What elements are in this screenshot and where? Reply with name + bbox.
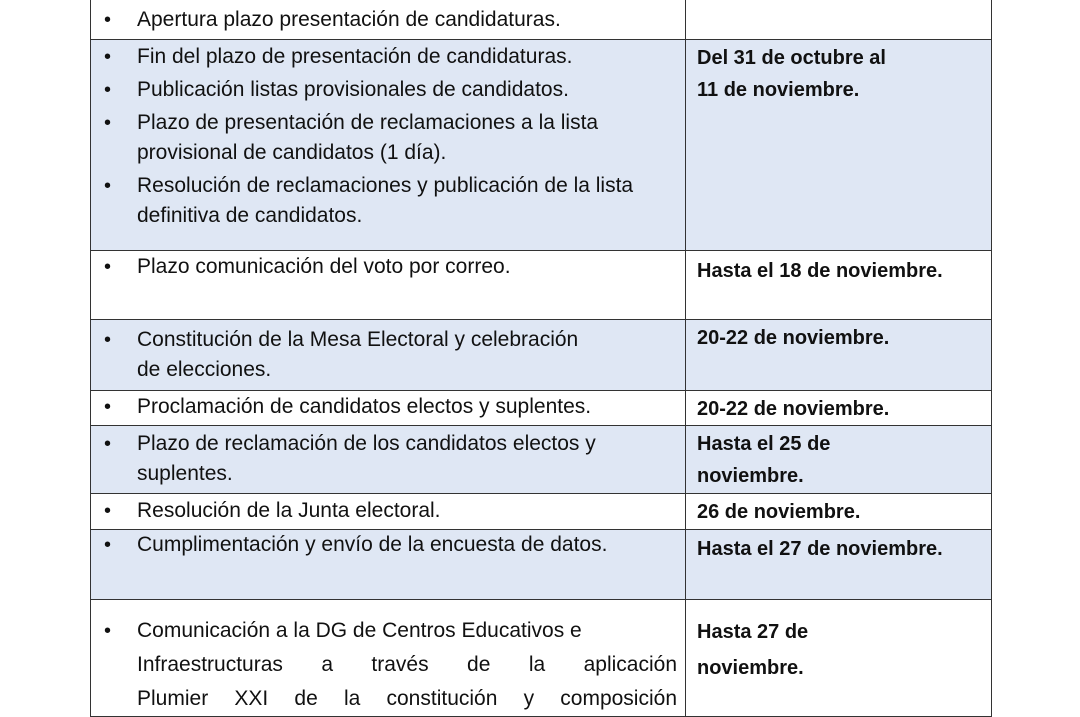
date-cell	[686, 529, 992, 599]
date-cell	[686, 319, 992, 390]
table-row	[91, 0, 992, 39]
list-item: • Plazo de presentación de reclamaciones a la lista provisional de candidatos (1 día).	[91, 108, 685, 168]
list-item: • Cumplimentación y envío de la encuesta de datos.	[91, 530, 685, 560]
table-row	[91, 39, 992, 250]
date-line: Hasta el 25 de	[697, 432, 831, 455]
date-line: 11 de noviembre.	[697, 78, 860, 101]
electoral-calendar-table	[90, 0, 992, 717]
list-item: • Fin del plazo de presentación de candidaturas.	[91, 42, 685, 72]
list-item: • Proclamación de candidatos electos y suplentes.	[91, 392, 685, 422]
date-cell	[686, 0, 992, 39]
task-cell	[91, 319, 686, 390]
task-cell	[91, 425, 686, 493]
task-line: Plumier XXI de la constitución y composición	[137, 686, 677, 710]
date-cell	[686, 250, 992, 319]
table-row	[91, 599, 992, 716]
table-row	[91, 390, 992, 425]
date-text: 26 de noviembre.	[697, 500, 861, 523]
table-row	[91, 250, 992, 319]
date-line: noviembre.	[697, 656, 804, 679]
list-item: • Publicación listas provisionales de candidatos.	[91, 75, 685, 105]
list-item: • Plazo de reclamación de los candidatos electos y suplentes.	[91, 429, 665, 489]
task-cell	[91, 493, 686, 529]
date-text	[686, 426, 991, 492]
table-row	[91, 529, 992, 599]
table-row	[91, 493, 992, 529]
date-cell	[686, 39, 992, 250]
list-item: • Constitución de la Mesa Electoral y celebración de elecciones.	[91, 325, 605, 385]
date-text: Hasta el 18 de noviembre.	[697, 259, 943, 282]
list-item: • Resolución de reclamaciones y publicación de la lista definitiva de candidatos.	[91, 171, 685, 231]
date-text	[686, 600, 991, 686]
date-text	[686, 40, 991, 106]
date-text: 20-22 de noviembre.	[697, 326, 890, 349]
task-cell	[91, 390, 686, 425]
task-cell	[91, 39, 686, 250]
date-cell	[686, 493, 992, 529]
table-row	[91, 319, 992, 390]
table-row	[91, 425, 992, 493]
list-item: • Apertura plazo presentación de candidaturas.	[91, 5, 685, 35]
date-line: noviembre.	[697, 464, 804, 487]
task-cell	[91, 529, 686, 599]
date-line: Del 31 de octubre al	[697, 46, 886, 69]
task-line: • Comunicación a la DG de Centros Educativos e	[137, 618, 582, 642]
list-item: • Plazo comunicación del voto por correo.	[91, 252, 685, 282]
date-cell	[686, 599, 992, 716]
task-cell	[91, 250, 686, 319]
list-item: • Resolución de la Junta electoral.	[91, 496, 685, 526]
date-text: 20-22 de noviembre.	[697, 397, 890, 420]
date-text	[686, 0, 991, 2]
task-line: Infraestructuras a través de la aplicación	[137, 652, 677, 676]
task-cell	[91, 0, 686, 39]
date-cell	[686, 425, 992, 493]
list-item	[91, 614, 685, 716]
task-cell	[91, 599, 686, 716]
date-cell	[686, 390, 992, 425]
date-text: Hasta el 27 de noviembre.	[697, 537, 943, 560]
date-line: Hasta 27 de	[697, 620, 809, 643]
